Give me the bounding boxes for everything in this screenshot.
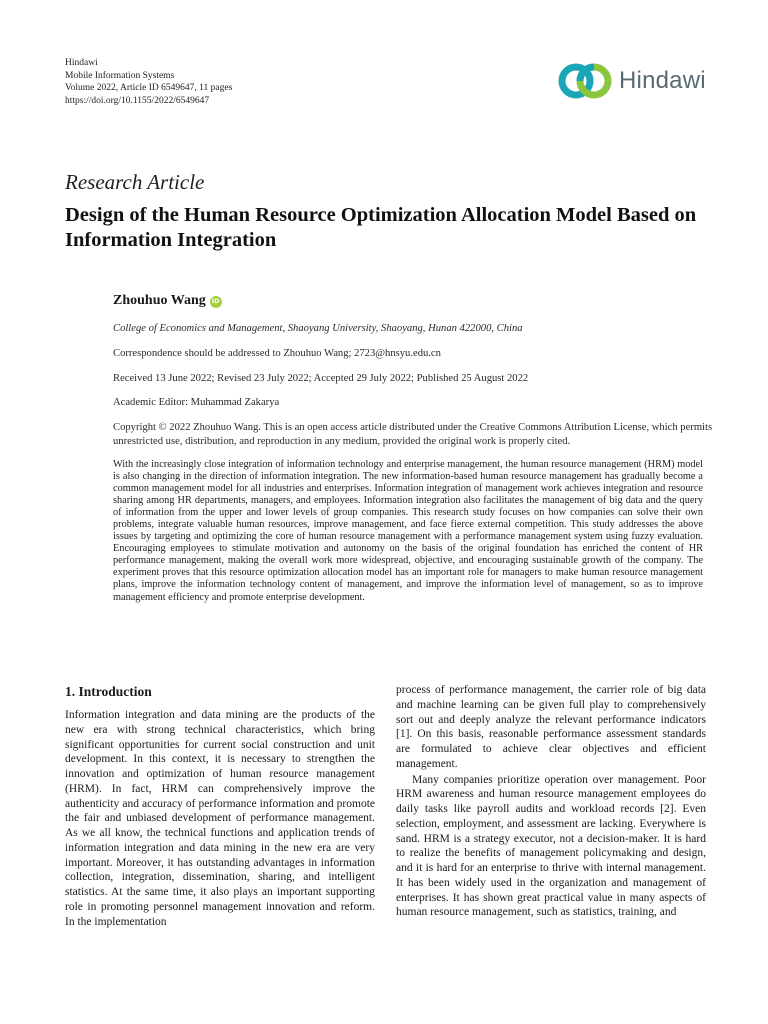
correspondence: Correspondence should be addressed to Zhouhuo Wang; 2723@hnsyu.edu.cn (113, 348, 441, 359)
orcid-icon[interactable] (210, 296, 222, 308)
author-line (113, 293, 222, 309)
body-paragraph: Information integration and data mining are the products of the new era with strong technical characteristics, which bring significant opportunities for current social construction and unit development. In this context, it is necessary to strengthen the innovation and optimization of human resource management (HRM). In fact, HRM can comprehensively improve the authenticity and accuracy of performance information and promote the fair and unbiased development of performance management. As we all know, the technical functions and application trends of information integration and data mining in the new era are very important. Moreover, it has outstanding advantages in information collection, integration, dissemination, sharing, and intelligent statistics. At the same time, it also plays an important supporting role in promoting personnel management innovation and reform. In the implementation (65, 709, 375, 928)
hindawi-logo-icon (557, 62, 613, 100)
volume-info: Volume 2022, Article ID 6549647, 11 pages (65, 83, 233, 93)
journal-name: Mobile Information Systems (65, 70, 175, 81)
section-heading: 1. Introduction (65, 684, 152, 699)
publisher-name: Hindawi (65, 58, 98, 68)
copyright-notice: Copyright © 2022 Zhouhuo Wang. This is an open access article distributed under the Creative Commons Attribution License, which permits unrestricted use, distribution, and reproduction in any medium, provided the original work is properly cited. (113, 422, 713, 447)
publisher-logo (557, 62, 706, 100)
abstract: With the increasingly close integration of information technology and enterprise management, the human resource management (HRM) model is also changing in the direction of information integration. The new information-based human resource management has gradually become a common management model for all industries and enterprises. Information integration of management work achieves integration and resource sharing among HR departments, managers, and employees. Information integration also facilitates the management of big data and the query of information from the upper and lower levels of group companies. This research study focuses on how companies can solve their own problems, integrate valuable human resources, improve management, and face fierce external competition. This study addresses the above issues by targeting and optimizing the core of human resource management with a performance management system using fuzzy evaluation. Encouraging employees to stimulate motivation and autonomy on the basis of the original foundation has enriched the content of HR performance management, making the overall work more widespread, objective, and encouraging sustainable growth of the company. The experiment proves that this resource optimization allocation model has an important role for managers to make human resource management plans, improve the information technology content of management, and improve the information level of management, so as to improve management efficiency and promote enterprise development. (113, 459, 703, 603)
body-paragraph-continued: process of performance management, the carrier role of big data and machine learning can be given full play to comprehensively sort out and deeply analyze the relevant performance indicators [1]. On this basis, reasonable performance assessment standards are formulated to achieve clear objectives and efficient management. (396, 684, 706, 770)
publication-dates: Received 13 June 2022; Revised 23 July 2022; Accepted 29 July 2022; Published 25 August 2022 (113, 373, 529, 384)
body-column-left (65, 683, 375, 929)
article-title: Design of the Human Resource Optimization Allocation Model Based on Information Integration (65, 204, 697, 251)
author-name: Zhouhuo Wang (113, 293, 206, 308)
body-column-right (396, 683, 706, 920)
logo-text: Hindawi (619, 67, 706, 94)
body-paragraph: Many companies prioritize operation over management. Poor HRM awareness and human resource management employees do daily tasks like payroll audits and workload records [2]. Even selection, employment, and assessment are lacking. Everywhere is sand. HRM is a strategy executor, not a decision-maker. It is hard to realize the benefits of management policymaking and design, and it is hard for an enterprise to thrive with internal management. It has been widely used in the organization and management of enterprises. It has shown great practical value in many aspects of human resource management, such as statistics, training, and (396, 773, 706, 919)
journal-meta (65, 57, 232, 107)
article-type: Research Article (65, 170, 205, 194)
affiliation: College of Economics and Management, Shaoyang University, Shaoyang, Hunan 422000, China (113, 323, 523, 334)
doi-link[interactable]: https://doi.org/10.1155/2022/6549647 (65, 95, 210, 106)
academic-editor: Academic Editor: Muhammad Zakarya (113, 397, 280, 408)
